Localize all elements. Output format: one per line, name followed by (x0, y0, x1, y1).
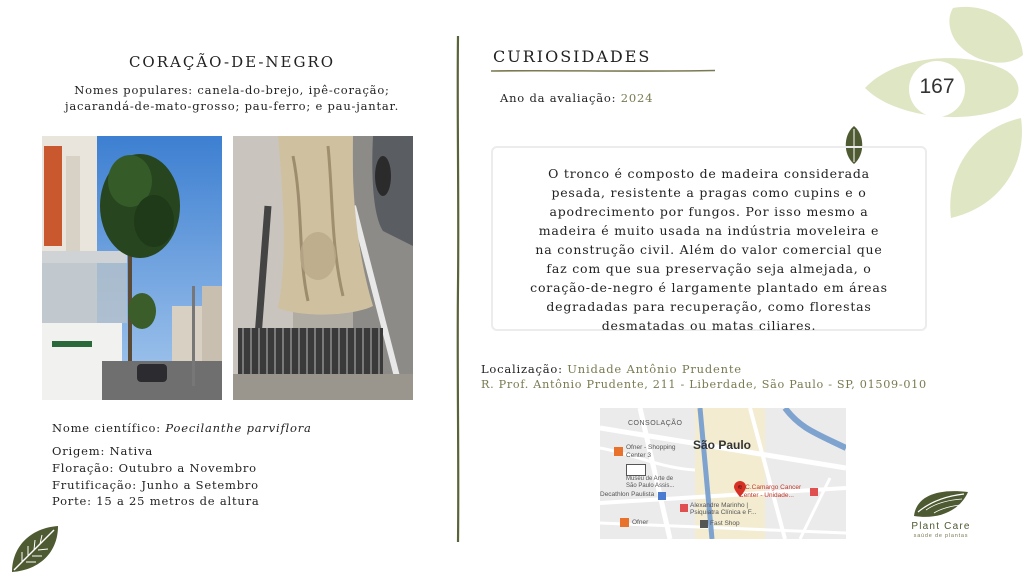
species-title: CORAÇÃO-DE-NEGRO (128, 53, 336, 71)
fruiting-period: Frutificação: Junho a Setembro (52, 478, 259, 492)
curiosity-line: faz com que sua preservação seja almejada, o (546, 261, 872, 276)
map-poi-label: Psiquiatra Clínica e F... (690, 509, 757, 516)
plant-care-logo-name: Plant Care (911, 521, 971, 532)
map-poi-label: Decathlon Paulista (600, 491, 655, 498)
curiosity-line: madeira é muito usada na indústria moveleira e (538, 223, 880, 238)
leaf-shape-bottom (950, 118, 1022, 218)
plant-care-logo-icon (912, 486, 970, 520)
plant-care-logo-tagline: saúde de plantas (913, 533, 969, 539)
location-map[interactable] (600, 408, 846, 539)
address: R. Prof. Antônio Prudente, 211 - Liberdade, São Paulo - SP, 01509-010 (481, 378, 927, 391)
tree-photo (42, 136, 222, 400)
origin: Origem: Nativa (52, 444, 153, 458)
map-poi-label: Fast Shop (710, 520, 740, 527)
curiosity-line: degradadas para recuperação, como florestas (546, 299, 872, 314)
flowering-period: Floração: Outubro a Novembro (52, 461, 257, 475)
popular-names-line-1: Nomes populares: canela-do-brejo, ipê-coração; (74, 83, 390, 97)
shop-icon (700, 520, 708, 528)
curiosity-line: pesada, resistente a pragas como cupins e o (551, 185, 867, 200)
map-city-label: São Paulo (693, 438, 752, 452)
curiosity-line: na construção civil. Além do valor comercial que (535, 242, 883, 257)
page-number: 167 (919, 75, 955, 98)
curiosity-line: coração-de-negro é largamente plantado em áreas (530, 280, 888, 295)
location-label: Localização: (481, 362, 568, 376)
popular-names-line-2: jacarandá-de-mato-grosso; pau-ferro; e pau-jantar. (64, 99, 400, 113)
hospital-icon (680, 504, 688, 512)
map-poi-label: Center 3 (626, 452, 651, 459)
map-pin-label: A.C.Camargo Cancer (739, 484, 802, 491)
curiosity-line: O tronco é composto de madeira considerada (548, 166, 870, 181)
map-poi-icon (614, 447, 623, 456)
evaluation-year-label: Ano da avaliação: (500, 91, 621, 105)
scientific-name: Poecilanthe parviflora (165, 421, 312, 435)
trunk-photo (233, 136, 413, 400)
location-row (481, 361, 742, 377)
location-unit: Unidade Antônio Prudente (567, 362, 742, 376)
curiosity-line: apodrecimento por fungos. Por isso mesmo a (549, 204, 869, 219)
evaluation-year-value: 2024 (620, 91, 654, 105)
title-underline (491, 68, 715, 74)
map-poi-label: Ofner (632, 519, 649, 526)
tree-size: Porte: 15 a 25 metros de altura (52, 494, 260, 508)
curiosity-line: desmatadas ou matas ciliares. (601, 318, 817, 333)
map-poi-label: Alexandre Marinho | (690, 502, 749, 509)
scientific-name-label: Nome científico: (52, 421, 166, 435)
leaf-shape-top (949, 7, 1023, 63)
curiosities-text (500, 164, 918, 335)
map-poi-label: Ofner - Shopping (626, 444, 676, 451)
map-pin-label: Center - Unidade... (739, 492, 794, 499)
museum-icon (626, 464, 646, 476)
map-poi-icon (620, 518, 629, 527)
column-divider (454, 36, 462, 542)
curiosities-title: CURIOSIDADES (493, 47, 652, 66)
map-poi-label: Museu de Arte de (626, 476, 674, 482)
map-district-label: CONSOLAÇÃO (628, 420, 683, 427)
evaluation-year (500, 90, 653, 106)
shop-icon (658, 492, 666, 500)
map-poi-label: São Paulo Assis... (626, 483, 675, 489)
hospital-icon (810, 488, 818, 496)
leaf-icon-bottom-left (8, 522, 62, 576)
scientific-name-row (52, 420, 432, 437)
